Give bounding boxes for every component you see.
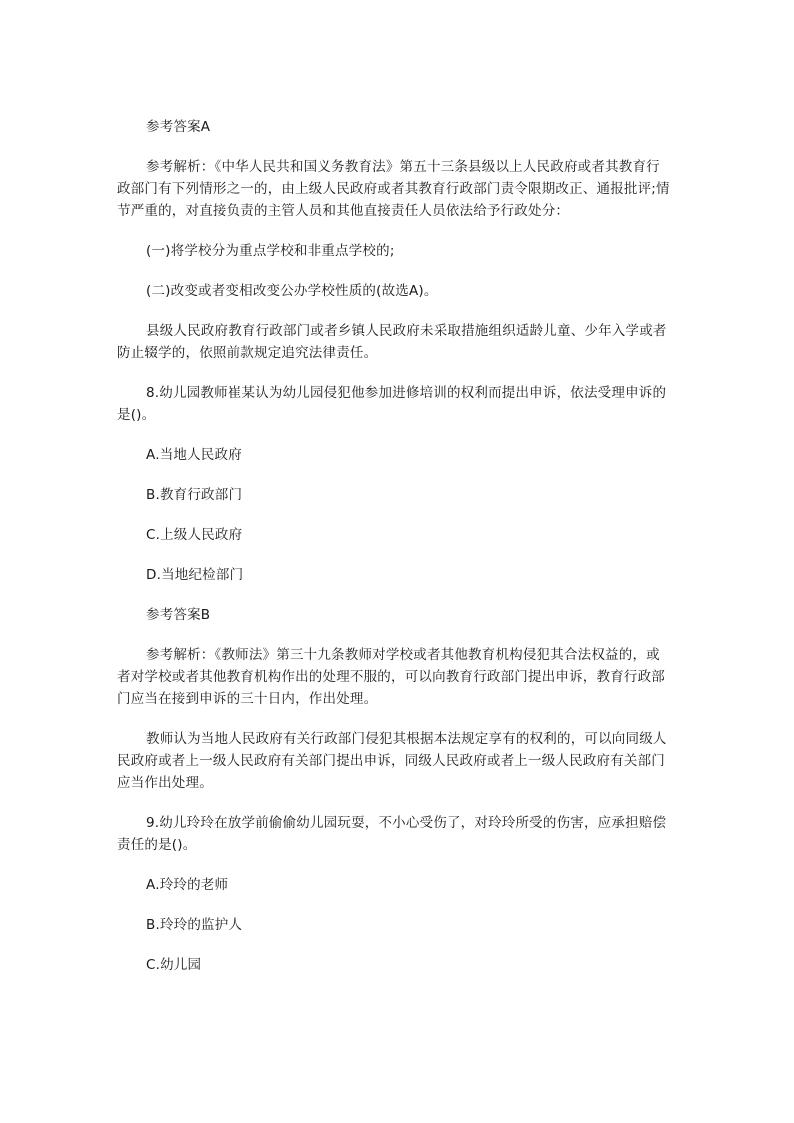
analysis-paragraph: 参考解析：《教师法》第三十九条教师对学校或者其他教育机构侵犯其合法权益的，或者对学校或者其他教育机构作出的处理不服的，可以向教育行政部门提出申诉，教育行政部门应当在接到申诉的三十日内，作出处理。 xyxy=(117,647,665,707)
option-a: A.玲玲的老师 xyxy=(146,877,229,893)
option-a: A.当地人民政府 xyxy=(146,447,242,463)
document-body xyxy=(117,116,673,994)
body-paragraph: 县级人民政府教育行政部门或者乡镇人民政府未采取措施组织适龄儿童、少年入学或者防止辍学的，依照前款规定追究法律责任。 xyxy=(117,323,667,361)
option-b: B.玲玲的监护人 xyxy=(146,917,243,933)
body-paragraph: 教师认为当地人民政府有关行政部门侵犯其根据本法规定享有的权利的，可以向同级人民政府或者上一级人民政府有关部门提出申诉，同级人民政府或者上一级人民政府有关部门应当作出处理。 xyxy=(117,731,667,791)
list-item: (一)将学校分为重点学校和非重点学校的; xyxy=(146,243,395,259)
option-c: C.上级人民政府 xyxy=(146,527,243,543)
answer-line: 参考答案B xyxy=(146,607,211,623)
option-b: B.教育行政部门 xyxy=(146,487,243,503)
list-item: (二)改变或者变相改变公办学校性质的(故选A)。 xyxy=(146,283,438,299)
question-9: 9.幼儿玲玲在放学前偷偷幼儿园玩耍，不小心受伤了，对玲玲所受的伤害，应承担赔偿责任的是()。 xyxy=(117,815,667,853)
question-8: 8.幼儿园教师崔某认为幼儿园侵犯他参加进修培训的权利而提出申诉，依法受理申诉的是()。 xyxy=(117,385,667,423)
option-c: C.幼儿园 xyxy=(146,957,202,973)
answer-line: 参考答案A xyxy=(146,119,211,135)
option-d: D.当地纪检部门 xyxy=(146,567,244,583)
analysis-paragraph: 参考解析：《中华人民共和国义务教育法》第五十三条县级以上人民政府或者其教育行政部门有下列情形之一的，由上级人民政府或者其教育行政部门责令限期改正、通报批评;情节严重的，对直接负责的主管人员和其他直接责任人员依法给予行政处分： xyxy=(117,159,670,219)
